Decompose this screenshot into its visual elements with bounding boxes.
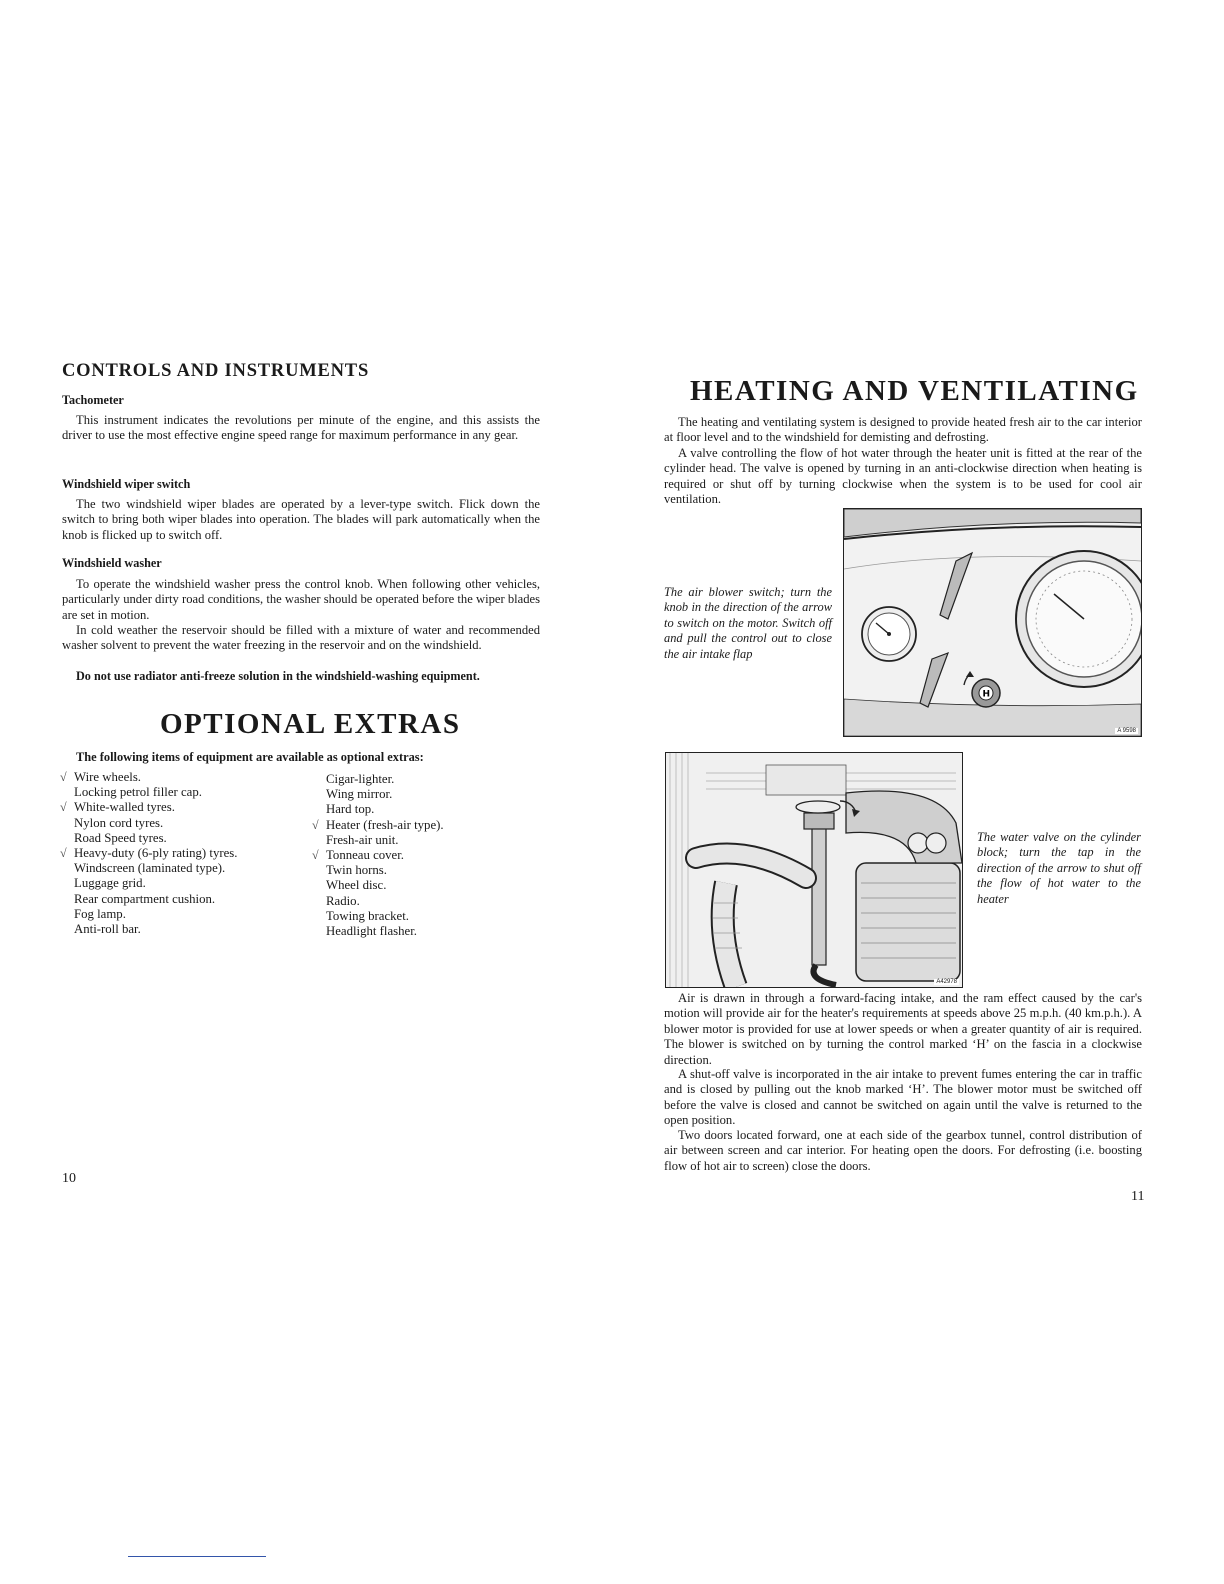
check-mark: √: [312, 848, 319, 863]
wiper-text: The two windshield wiper blades are operated by a lever-type switch. Flick down the switch to bring both wiper blades into operation. The blades will park automatically when the knob is flicked up to switch off.: [62, 497, 540, 542]
list-item: Headlight flasher.: [326, 924, 417, 939]
list-item: Towing bracket.: [326, 908, 409, 923]
heating-intro-1: The heating and ventilating system is designed to provide heated fresh air to the car interior at floor level and to the windshield for demisting and defrosting.: [664, 415, 1142, 445]
check-mark: √: [60, 846, 67, 861]
heating-body-3: Two doors located forward, one at each side of the gearbox tunnel, control distribution of air between screen and car interior. For heating open the doors. For defrosting (i.e. boosting flow of hot air to screen) close the doors.: [664, 1128, 1142, 1173]
check-mark: √: [60, 800, 67, 815]
list-item: Luggage grid.: [74, 876, 146, 891]
figure2-caption: The water valve on the cylinder block; turn the tap in the direction of the arrow to shut off the flow of hot water to the heater: [977, 830, 1141, 906]
heating-title: HEATING AND VENTILATING: [690, 375, 1139, 407]
list-item: Windscreen (laminated type).: [74, 861, 226, 876]
list-item: √ Tonneau cover.: [312, 848, 404, 863]
figure-air-blower-switch: [843, 508, 1142, 737]
washer-heading: Windshield washer: [62, 556, 162, 570]
list-item: √ Heater (fresh-air type).: [312, 817, 444, 832]
list-item: Road Speed tyres.: [74, 830, 167, 845]
optional-extras-intro: The following items of equipment are available as optional extras:: [76, 750, 424, 764]
footer-rule: [128, 1556, 266, 1557]
list-item: Cigar-lighter.: [326, 772, 395, 786]
engine-illustration: [666, 753, 962, 987]
list-item: Wheel disc.: [326, 878, 387, 893]
list-item: Rear compartment cushion.: [74, 891, 216, 906]
heating-body-2: A shut-off valve is incorporated in the air intake to prevent fumes entering the car in traffic and is closed by pulling out the knob marked ‘H’. The blower motor must be switched off before the valve is closed and cannot be switched on again until the valve is returned to the open position.: [664, 1067, 1142, 1128]
list-item: √ White-walled tyres.: [60, 800, 175, 815]
figure1-caption: The air blower switch; turn the knob in the direction of the arrow to switch on the motor. Switch off and pull the control out to close the air intake flap: [664, 585, 832, 661]
switch-h-label: H: [982, 689, 991, 700]
list-item: Fog lamp.: [74, 906, 126, 921]
dashboard-illustration: [844, 509, 1141, 736]
optional-extras-title: OPTIONAL EXTRAS: [160, 708, 461, 740]
extras-list-col2: [312, 772, 444, 939]
check-mark: √: [60, 770, 67, 784]
tachometer-heading: Tachometer: [62, 393, 124, 407]
list-item: Nylon cord tyres.: [74, 815, 164, 830]
heating-body-1: Air is drawn in through a forward-facing intake, and the ram effect caused by the car's motion will provide air for the heater's requirements at speeds above 25 m.p.h. (40 km.p.h.). A blower motor is provided for use at lower speeds or when a greater quantity of air is required. The blower is switched on by turning the control marked ‘H’ on the fascia in a clockwise direction.: [664, 991, 1142, 1067]
washer-text-2: In cold weather the reservoir should be filled with a mixture of water and recommended washer solvent to prevent the water freezing in the reservoir and on the windshield.: [62, 623, 540, 653]
figure1-code: A 9598: [1117, 728, 1136, 734]
list-item: Radio.: [326, 893, 360, 908]
extras-list-col1: [60, 770, 237, 937]
check-mark: √: [312, 817, 319, 832]
page-number-right: 11: [1131, 1189, 1145, 1204]
wiper-heading: Windshield wiper switch: [62, 477, 191, 491]
list-item: √ Wire wheels.: [60, 770, 141, 784]
list-item: Twin horns.: [326, 863, 387, 878]
list-item: √ Heavy-duty (6-ply rating) tyres.: [60, 846, 238, 861]
washer-text-1: To operate the windshield washer press the control knob. When following other vehicles, particularly under dirty road conditions, the washer should be operated before the wiper blades are set in motion.: [62, 577, 540, 622]
list-item: Locking petrol filler cap.: [74, 785, 202, 800]
list-item: Fresh-air unit.: [326, 832, 399, 847]
washer-warning: Do not use radiator anti-freeze solution in the windshield-washing equipment.: [76, 669, 480, 683]
page-number-left: 10: [62, 1171, 76, 1186]
tachometer-text: This instrument indicates the revolutions per minute of the engine, and this assists the driver to use the most effective engine speed range for maximum performance in any gear.: [62, 413, 540, 443]
list-item: Wing mirror.: [326, 787, 393, 802]
list-item: Hard top.: [326, 802, 375, 817]
figure-water-valve: [665, 752, 963, 988]
heating-intro-2: A valve controlling the flow of hot water through the heater unit is fitted at the rear of the cylinder head. The valve is opened by turning in an anti-clockwise direction when heating is required or shut off by turning clockwise when the system is to be used for cool air ventilation.: [664, 446, 1142, 507]
section-title-controls: CONTROLS AND INSTRUMENTS: [62, 361, 370, 381]
list-item: Anti-roll bar.: [74, 922, 141, 937]
figure2-code: A42978: [936, 979, 957, 985]
